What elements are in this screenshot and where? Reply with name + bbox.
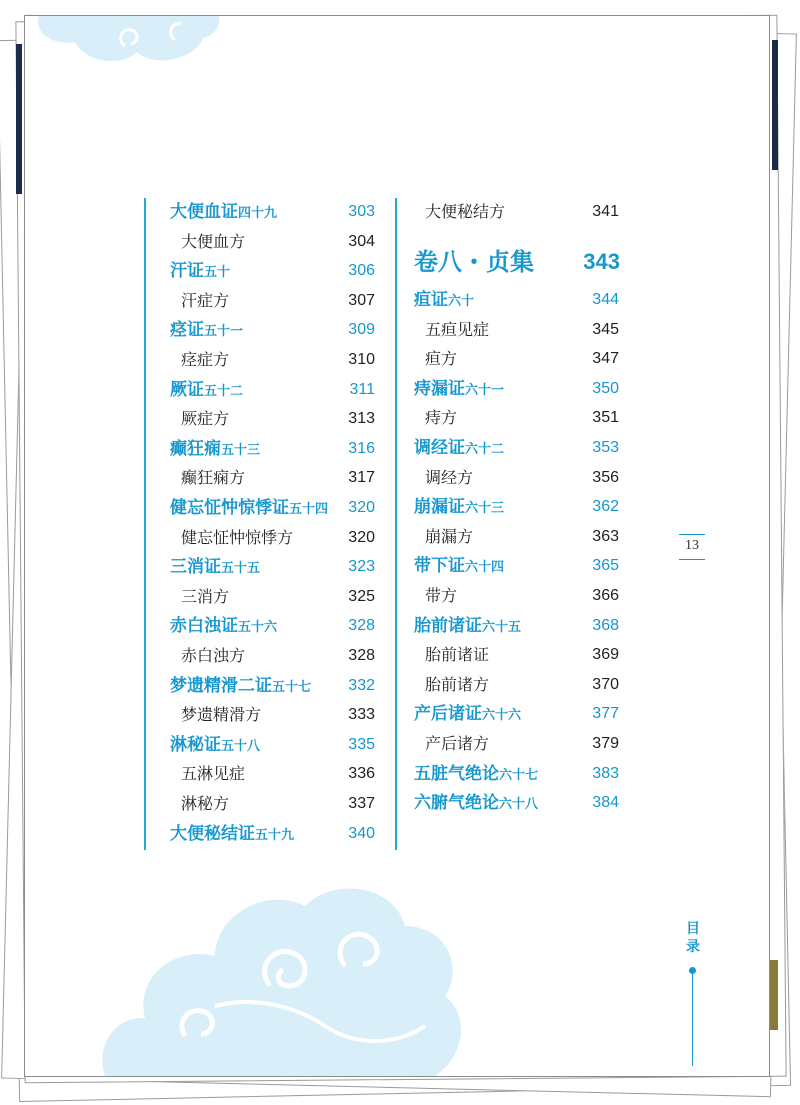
entry-title [414, 405, 457, 431]
volume-page-number: 343 [583, 249, 620, 274]
entry-title-text: 汗症方 [181, 290, 230, 310]
page-number-rule-bottom [679, 559, 705, 560]
entry-title [414, 790, 538, 818]
toc-heading-entry [414, 376, 619, 402]
toc-heading-entry [170, 258, 375, 284]
entry-title-text: 胎前诸方 [425, 674, 490, 694]
toc-sub-entry [414, 583, 619, 609]
side-tab-char: 目 [686, 921, 700, 937]
entry-title [170, 761, 245, 787]
entry-title-text: 痉证 [170, 320, 204, 341]
page-number-rule-top [679, 534, 705, 535]
toc-sub-entry [414, 405, 619, 431]
toc-heading-entry [414, 435, 619, 461]
entry-title [170, 317, 243, 345]
entry-chapter-number: 五十三 [221, 442, 261, 458]
entry-title-text: 汗证 [170, 261, 204, 282]
entry-chapter-number: 五十五 [221, 561, 261, 577]
entry-page-number: 320 [348, 499, 375, 516]
entry-page-number: 307 [348, 291, 375, 309]
entry-title [414, 583, 457, 609]
entry-page-number: 320 [348, 528, 375, 546]
entry-chapter-number: 四十九 [238, 206, 278, 221]
toc-heading-entry [414, 494, 619, 520]
toc-heading-entry [170, 732, 375, 758]
entry-title [170, 436, 260, 464]
entry-title-text: 疸证 [414, 290, 448, 310]
book-edge-gold [770, 960, 778, 1030]
entry-title-text: 胎前诸证 [414, 615, 482, 636]
entry-page-number: 351 [592, 409, 619, 427]
entry-chapter-number: 六十二 [465, 442, 505, 457]
entry-title-text: 五疸见症 [425, 319, 490, 339]
entry-title [414, 199, 505, 225]
toc-heading-entry [170, 821, 375, 847]
entry-title-text: 赤白浊证 [170, 616, 238, 637]
entry-page-number: 353 [592, 439, 619, 456]
toc-sub-entry [170, 584, 375, 610]
entry-chapter-number: 五十九 [255, 827, 295, 843]
entry-title-text: 癫狂痫方 [181, 468, 246, 488]
entry-page-number: 344 [592, 291, 619, 308]
entry-title [170, 554, 260, 582]
entry-page-number: 333 [348, 706, 375, 724]
book-edge-dark [772, 40, 778, 170]
entry-page-number: 363 [592, 527, 619, 545]
entry-page-number: 336 [348, 765, 375, 783]
entry-title-text: 赤白浊方 [181, 646, 246, 665]
side-tab-dot [689, 967, 696, 974]
entry-page-number: 328 [348, 647, 375, 664]
entry-title [170, 199, 277, 227]
entry-title-text: 产后诸方 [425, 734, 490, 753]
toc-sub-entry [170, 347, 375, 373]
entry-title [414, 761, 538, 789]
entry-chapter-number: 五十二 [204, 383, 244, 399]
entry-title-text: 胎前诸证 [425, 645, 490, 665]
entry-title-text: 淋秘证 [170, 734, 221, 755]
entry-chapter-number: 六十 [448, 294, 475, 309]
entry-page-number: 365 [592, 557, 619, 575]
entry-chapter-number: 六十四 [465, 560, 505, 576]
entry-title-text: 带方 [425, 586, 458, 605]
entry-title-text: 带下证 [414, 556, 465, 577]
entry-title-text: 崩漏证 [414, 497, 465, 518]
entry-page-number: 356 [592, 468, 619, 486]
entry-title [414, 317, 489, 343]
toc-heading-entry [414, 287, 619, 313]
entry-title-text: 五淋见症 [181, 764, 246, 784]
entry-page-number: 337 [348, 795, 375, 812]
toc-heading-entry [170, 317, 375, 343]
entry-title [414, 494, 504, 522]
toc-sub-entry [170, 525, 375, 551]
volume-title: 卷八・贞集 [414, 247, 534, 276]
entry-title-text: 梦遗精滑方 [181, 705, 262, 725]
entry-page-number: 340 [348, 824, 375, 842]
entry-page-number: 303 [348, 203, 375, 220]
entry-page-number: 369 [592, 646, 619, 664]
left-column-rule [144, 198, 146, 850]
entry-page-number: 335 [348, 735, 375, 753]
entry-title [170, 406, 229, 432]
entry-title-text: 癫狂痫 [170, 438, 221, 459]
toc-sub-entry [170, 465, 375, 491]
entry-title [170, 613, 277, 641]
entry-title-text: 梦遗精滑二证 [170, 675, 272, 696]
entry-title-text: 淋秘方 [181, 794, 230, 813]
entry-page-number: 345 [592, 320, 619, 338]
entry-title-text: 健忘怔忡惊悸方 [181, 527, 294, 547]
toc-heading-entry [414, 701, 619, 727]
entry-title [170, 821, 294, 849]
cloud-decoration-bottom [95, 856, 475, 1076]
toc-heading-entry [170, 554, 375, 580]
entry-chapter-number: 六十八 [499, 797, 539, 813]
toc-heading-entry [414, 790, 619, 816]
entry-page-number: 370 [592, 675, 619, 693]
entry-page-number: 366 [592, 587, 619, 604]
entry-page-number: 362 [592, 498, 619, 516]
toc-heading-entry [414, 613, 619, 639]
page-number: 13 [685, 538, 699, 553]
entry-page-number: 310 [348, 351, 375, 368]
entry-title-text: 痔漏证 [414, 378, 465, 399]
side-tab-line [692, 974, 693, 1066]
entry-page-number: 350 [592, 379, 619, 397]
entry-chapter-number: 六十三 [465, 501, 505, 517]
book-edge-dark [16, 44, 22, 194]
entry-chapter-number: 五十四 [289, 502, 329, 517]
entry-page-number: 377 [592, 705, 619, 723]
toc-sub-entry [170, 406, 375, 432]
toc-heading-entry [414, 761, 619, 787]
entry-title-text: 健忘怔忡惊悸证 [170, 498, 289, 518]
entry-title [170, 673, 311, 701]
entry-page-number: 332 [348, 676, 375, 694]
entry-title [170, 347, 229, 373]
entry-page-number: 304 [348, 232, 375, 250]
toc-heading-entry [170, 377, 375, 403]
entry-title-text: 大便秘结证 [170, 823, 255, 844]
entry-title [170, 732, 260, 760]
entry-title [414, 701, 521, 729]
entry-page-number: 311 [349, 380, 375, 398]
entry-page-number: 323 [348, 558, 375, 576]
entry-page-number: 313 [348, 410, 375, 428]
entry-title [170, 258, 230, 286]
toc-sub-entry [170, 643, 375, 669]
entry-chapter-number: 五十七 [272, 679, 312, 695]
entry-page-number: 316 [348, 439, 375, 457]
side-tab-label [681, 920, 705, 956]
entry-title [414, 642, 489, 668]
entry-title [414, 465, 473, 491]
entry-title [170, 643, 245, 669]
toc-sub-entry [170, 229, 375, 255]
toc-sub-entry [170, 791, 375, 817]
entry-chapter-number: 五十一 [204, 324, 244, 340]
volume-heading [414, 242, 620, 282]
entry-chapter-number: 六十六 [482, 708, 522, 724]
entry-page-number: 379 [592, 735, 619, 752]
entry-title [414, 376, 504, 404]
entry-page-number: 306 [348, 262, 375, 280]
toc-sub-entry [414, 317, 619, 343]
entry-page-number: 384 [592, 794, 619, 812]
entry-title-text: 痔方 [425, 408, 458, 428]
entry-title-text: 疸方 [425, 349, 458, 369]
entry-page-number: 325 [348, 587, 375, 605]
side-tab-char: 录 [686, 939, 700, 955]
entry-page-number: 383 [592, 764, 619, 782]
entry-title-text: 六腑气绝论 [414, 793, 499, 814]
entry-title [170, 229, 245, 255]
entry-page-number: 347 [592, 350, 619, 368]
entry-title-text: 大便血方 [181, 231, 246, 251]
entry-title-text: 五脏气绝论 [414, 763, 499, 784]
entry-title [170, 525, 293, 551]
entry-title [414, 346, 457, 372]
toc-sub-entry [414, 731, 619, 757]
toc-heading-entry [414, 553, 619, 579]
right-column-rule [395, 198, 397, 850]
toc-heading-entry [170, 613, 375, 639]
entry-title [170, 288, 229, 314]
entry-title [170, 584, 229, 610]
entry-title [414, 731, 489, 757]
entry-title-text: 调经方 [425, 467, 474, 487]
entry-page-number: 341 [592, 203, 619, 220]
toc-sub-entry [170, 288, 375, 314]
toc-sub-entry [414, 642, 619, 668]
entry-title [414, 435, 504, 463]
entry-chapter-number: 六十五 [482, 619, 522, 635]
toc-heading-entry [170, 673, 375, 699]
toc-sub-entry [414, 672, 619, 698]
entry-title-text: 大便血证 [170, 202, 238, 222]
entry-chapter-number: 五十六 [238, 620, 278, 636]
entry-title-text: 痉症方 [181, 350, 230, 369]
entry-title [170, 702, 261, 728]
entry-chapter-number: 五十八 [221, 738, 261, 754]
entry-chapter-number: 六十七 [499, 767, 539, 783]
entry-chapter-number: 六十一 [465, 382, 505, 398]
toc-heading-entry [170, 199, 375, 225]
toc-heading-entry [170, 495, 375, 521]
entry-title-text: 三消方 [181, 586, 230, 606]
toc-sub-entry [414, 465, 619, 491]
entry-title [414, 553, 504, 581]
toc-sub-entry [170, 702, 375, 728]
entry-title [170, 377, 243, 405]
entry-title-text: 厥证 [170, 379, 204, 400]
entry-title-text: 调经证 [414, 438, 465, 458]
cloud-decoration-top [25, 16, 225, 86]
entry-title-text: 崩漏方 [425, 526, 474, 546]
entry-title [414, 524, 473, 550]
toc-sub-entry [170, 761, 375, 787]
entry-title-text: 厥症方 [181, 409, 230, 429]
entry-page-number: 368 [592, 616, 619, 634]
entry-title [170, 465, 245, 491]
entry-title-text: 大便秘结方 [425, 202, 506, 221]
entry-page-number: 309 [348, 321, 375, 339]
entry-title [170, 791, 229, 817]
entry-page-number: 317 [348, 469, 375, 487]
entry-title-text: 产后诸证 [414, 704, 482, 725]
entry-title [414, 613, 521, 641]
entry-title-text: 三消证 [170, 557, 221, 578]
toc-page [24, 15, 770, 1077]
entry-title [414, 672, 489, 698]
toc-heading-entry [170, 436, 375, 462]
entry-page-number: 328 [348, 617, 375, 635]
toc-sub-entry [414, 199, 619, 225]
entry-chapter-number: 五十 [204, 265, 231, 281]
toc-sub-entry [414, 524, 619, 550]
entry-title [414, 287, 474, 315]
entry-title [170, 495, 328, 523]
toc-sub-entry [414, 346, 619, 372]
